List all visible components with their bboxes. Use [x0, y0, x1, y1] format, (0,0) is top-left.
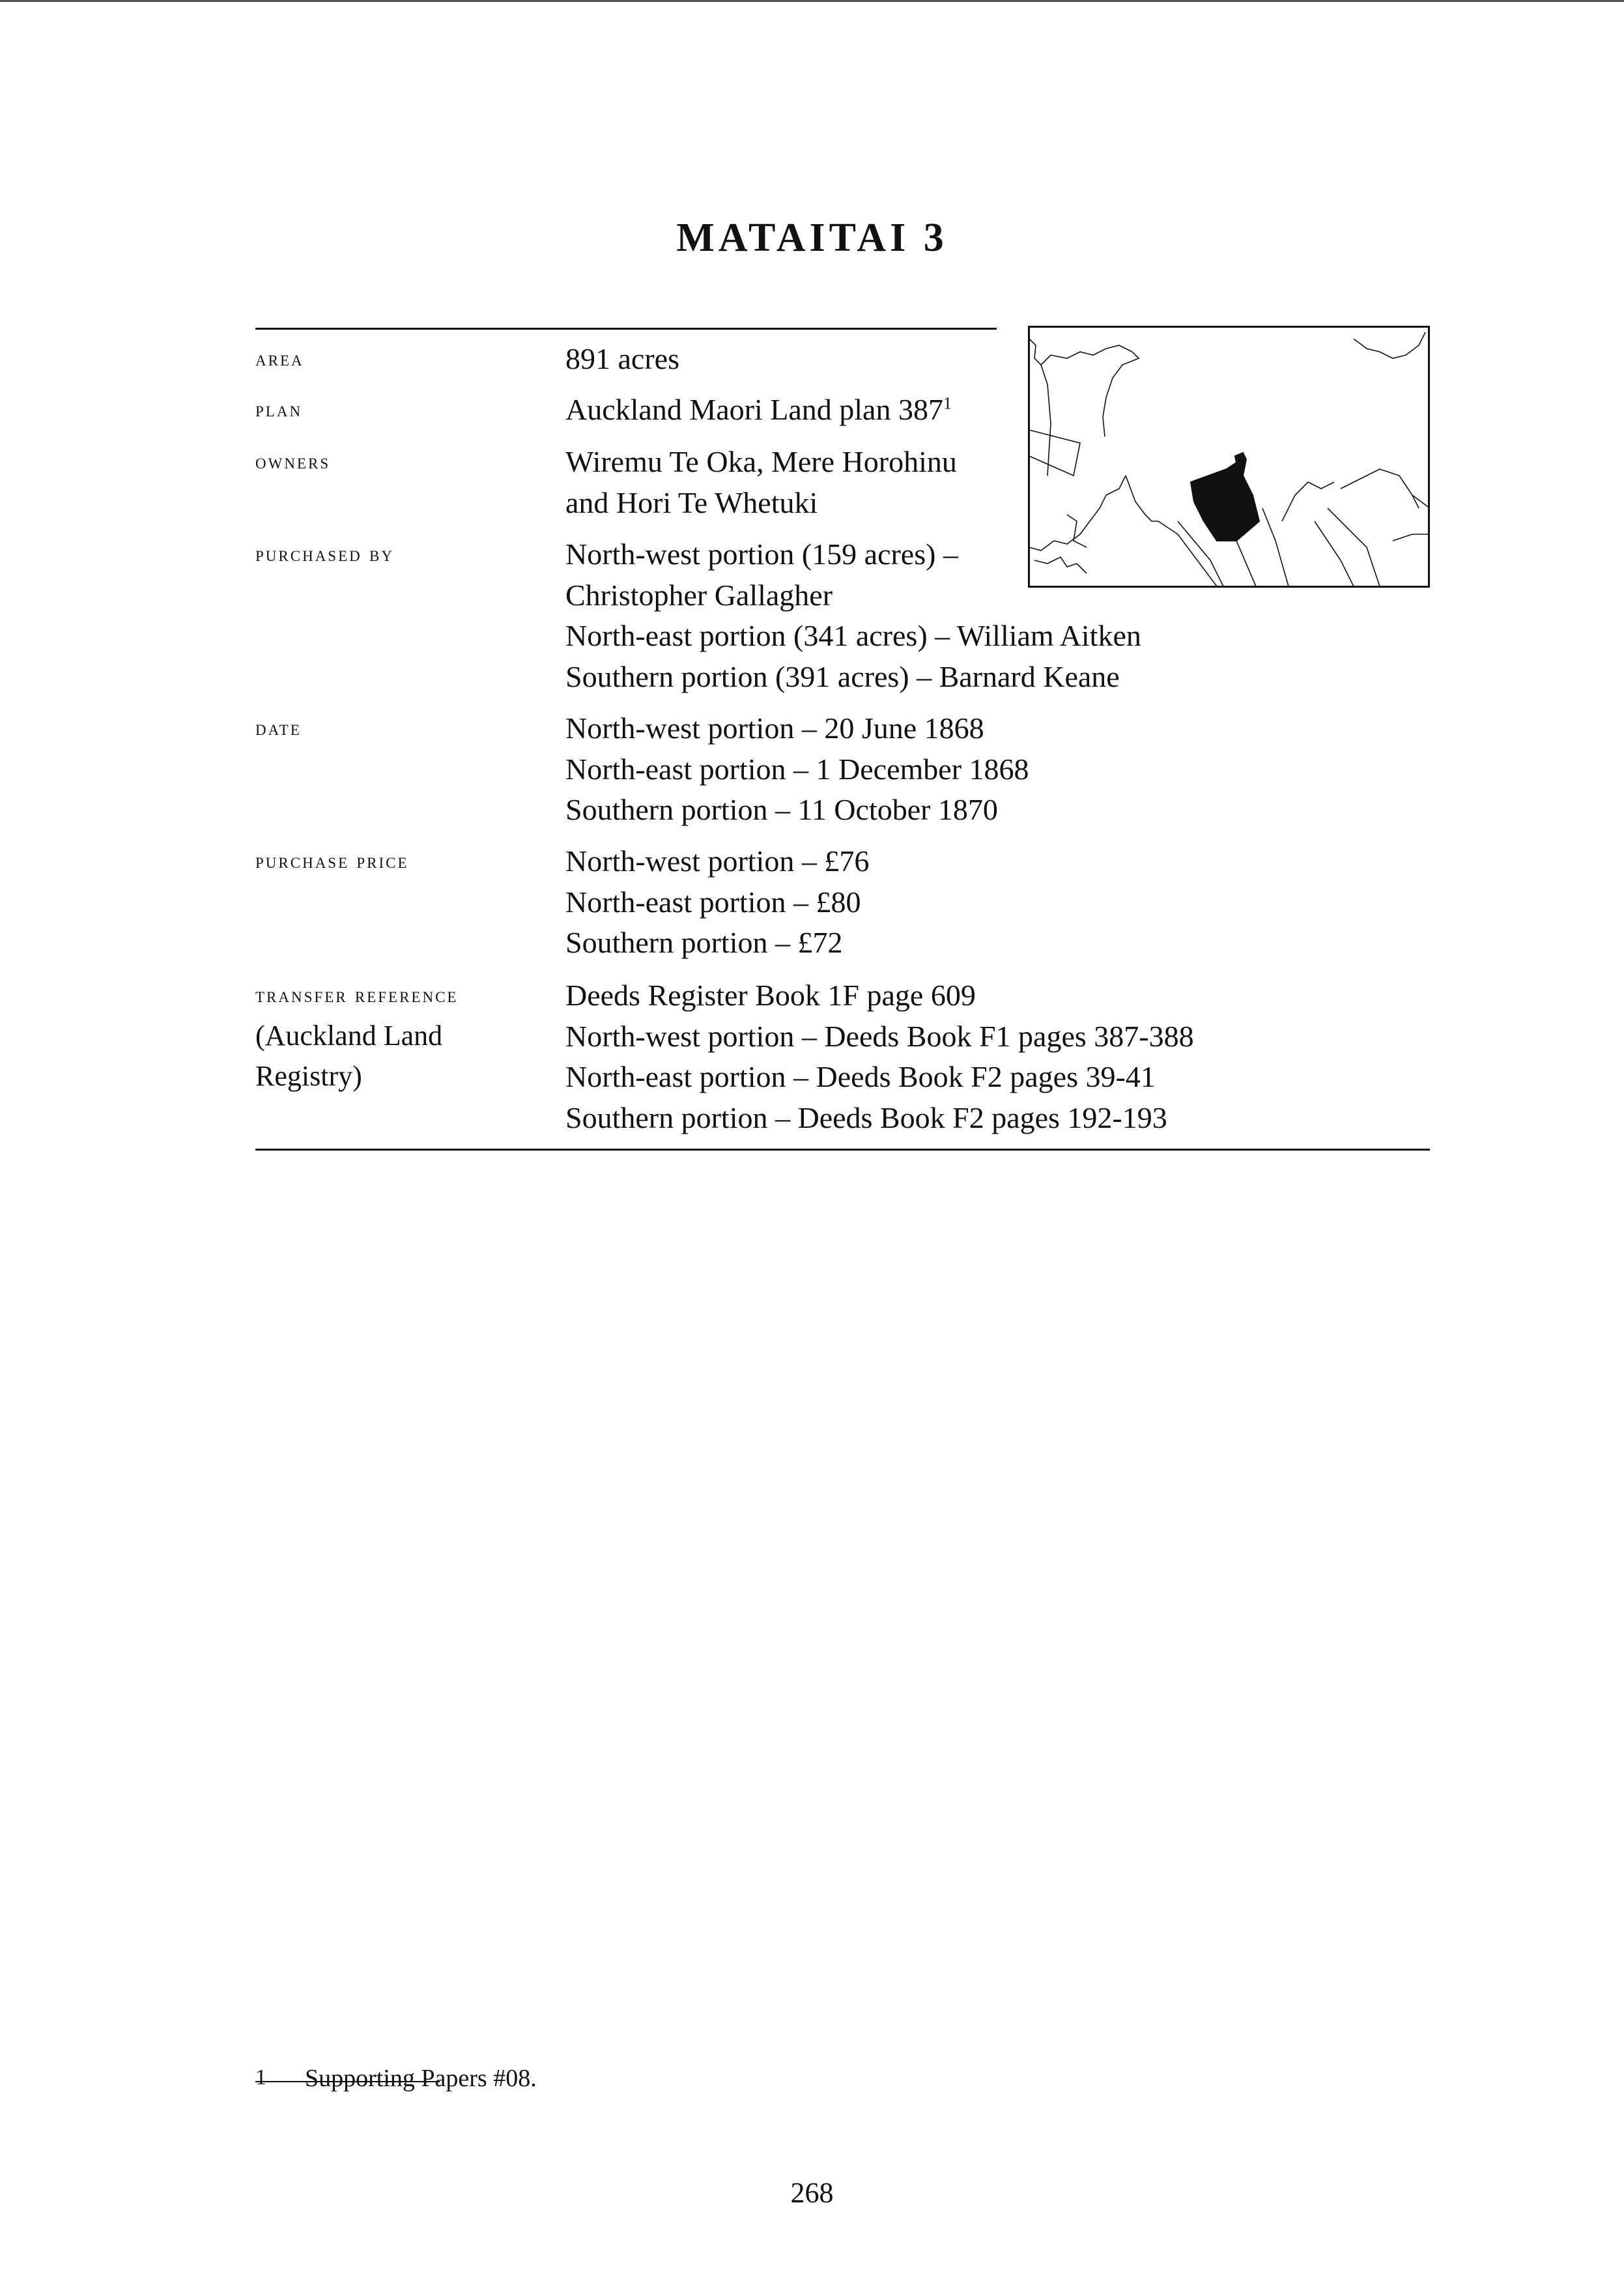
- label-purchase-price: purchase price: [255, 850, 409, 873]
- value-plan: [565, 390, 952, 431]
- label-auckland-land-registry: (Auckland Land Registry): [255, 1020, 443, 1092]
- value-purchased-by: North-west portion (159 acres) – Christopher Gallagher North-east portion (341 acres) – William Aitken Southern portion (391 acres) – Barnard Keane: [565, 538, 1141, 693]
- footnote-text: Supporting Papers #08.: [305, 2065, 537, 2092]
- value-area: 891 acres: [565, 342, 679, 375]
- label-area: area: [255, 347, 304, 371]
- footnote-number: 1: [255, 2065, 266, 2089]
- plan-text: Auckland Maori Land plan 387: [565, 393, 943, 426]
- label-plan: plan: [255, 398, 303, 422]
- value-date: North-west portion – 20 June 1868 North-east portion – 1 December 1868 Southern portion – 11 October 1870: [565, 711, 1029, 826]
- value-owners: Wiremu Te Oka, Mere Horohinu and Hori Te Whetuki: [565, 445, 957, 519]
- label-transfer-reference: transfer reference: [255, 984, 459, 1007]
- label-purchased-by: purchased by: [255, 543, 394, 566]
- bottom-rule: [255, 1149, 1430, 1151]
- footnote-ref: 1: [943, 394, 952, 413]
- top-edge-line: [0, 0, 1624, 2]
- page-title: MATAITAI 3: [676, 216, 948, 260]
- value-transfer-reference: Deeds Register Book 1F page 609 North-west portion – Deeds Book F1 pages 387-388 North-east portion – Deeds Book F2 pages 39-41 Southern portion – Deeds Book F2 pages 192-193: [565, 979, 1194, 1134]
- label-date: date: [255, 717, 302, 740]
- label-owners: owners: [255, 450, 331, 474]
- page-number: 268: [790, 2177, 834, 2209]
- value-purchase-price: North-west portion – £76 North-east portion – £80 Southern portion – £72: [565, 844, 870, 959]
- top-rule: [255, 328, 997, 330]
